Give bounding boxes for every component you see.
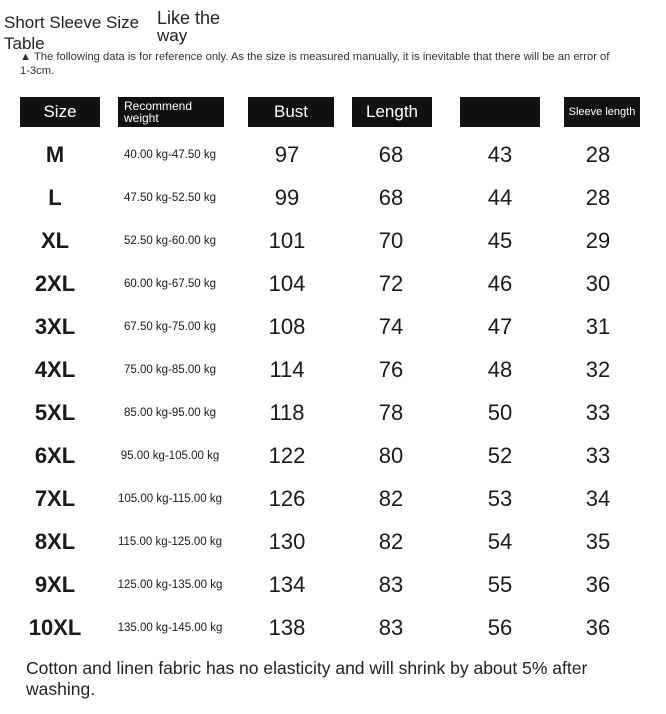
weight-cell: 85.00 kg-95.00 kg [123,407,217,419]
weight-cell: 95.00 kg-105.00 kg [120,450,220,462]
length-cell: 68 [378,185,404,210]
size-cell: 5XL [34,400,76,425]
bust-cell: 138 [268,615,306,640]
length-cell: 70 [378,228,404,253]
size-cell: XL [40,228,70,253]
length-cell: 82 [378,486,404,511]
sleeve-cell: 31 [585,314,611,339]
footer-note: Cotton and linen fabric has no elasticity and will shrink by about 5% after washing. [26,658,588,699]
bust-cell: 130 [268,529,306,554]
header-sleeve-length: Sleeve length [564,97,640,127]
size-cell: M [45,142,65,167]
length-cell: 83 [378,572,404,597]
bust-cell: 104 [268,271,306,296]
header-bust: Bust [248,97,334,127]
weight-cell: 135.00 kg-145.00 kg [117,622,223,634]
bust-cell: 108 [268,314,306,339]
bust-cell: 122 [268,443,306,468]
column-5-cell: 46 [487,271,513,296]
sleeve-cell: 36 [585,572,611,597]
length-cell: 74 [378,314,404,339]
column-5-cell: 44 [487,185,513,210]
header-column-5 [460,97,540,127]
weight-cell: 115.00 kg-125.00 kg [117,536,222,548]
bust-cell: 97 [274,142,300,167]
weight-cell: 105.00 kg-115.00 kg [117,493,222,505]
length-cell: 80 [378,443,404,468]
length-cell: 68 [378,142,404,167]
header-length: Length [352,97,432,127]
column-5-cell: 48 [487,357,513,382]
sleeve-cell: 33 [585,443,611,468]
size-cell: 9XL [34,572,76,597]
sleeve-cell: 29 [585,228,611,253]
weight-cell: 60.00 kg-67.50 kg [123,278,217,290]
size-cell: 2XL [34,271,76,296]
bust-cell: 114 [269,357,305,382]
sleeve-cell: 28 [585,142,611,167]
column-5-cell: 47 [487,314,513,339]
measurement-note: ▲ The following data is for reference only. As the size is measured manually, it is inevitable that there will be an error of 1-3cm. [20,51,610,77]
column-5-cell: 50 [487,400,513,425]
bust-cell: 118 [269,400,305,425]
sleeve-cell: 28 [585,185,611,210]
sleeve-cell: 34 [585,486,611,511]
overlay-text-2: way [157,26,188,45]
column-5-cell: 56 [487,615,513,640]
bust-cell: 99 [274,185,300,210]
length-cell: 72 [378,271,404,296]
column-5-cell: 52 [487,443,513,468]
column-5-cell: 43 [487,142,513,167]
bust-cell: 126 [268,486,306,511]
length-cell: 78 [378,400,404,425]
weight-cell: 125.00 kg-135.00 kg [117,579,223,591]
weight-cell: 75.00 kg-85.00 kg [123,364,217,376]
size-cell: 7XL [34,486,76,511]
weight-cell: 40.00 kg-47.50 kg [123,149,217,161]
column-5-cell: 54 [487,529,513,554]
size-cell: L [48,185,62,210]
sleeve-cell: 33 [585,400,611,425]
sleeve-cell: 36 [585,615,611,640]
column-5-cell: 45 [487,228,513,253]
column-5-cell: 55 [487,572,513,597]
sleeve-cell: 30 [585,271,611,296]
length-cell: 82 [378,529,404,554]
bust-cell: 101 [268,228,306,253]
size-cell: 3XL [34,314,76,339]
length-cell: 83 [378,615,404,640]
bust-cell: 134 [268,572,306,597]
column-5-cell: 53 [487,486,513,511]
size-cell: 10XL [28,615,82,640]
page-title: Short Sleeve Size Table [4,13,140,53]
header-recommend-weight: Recommend weight [118,97,224,127]
size-cell: 4XL [34,357,76,382]
header-size: Size [20,97,100,127]
sleeve-cell: 35 [585,529,611,554]
weight-cell: 67.50 kg-75.00 kg [123,321,217,333]
weight-cell: 47.50 kg-52.50 kg [123,192,217,204]
overlay-text: Like the [157,8,221,28]
weight-cell: 52.50 kg-60.00 kg [123,235,217,247]
length-cell: 76 [378,357,404,382]
sleeve-cell: 32 [585,357,611,382]
size-cell: 8XL [34,529,76,554]
size-cell: 6XL [34,443,76,468]
